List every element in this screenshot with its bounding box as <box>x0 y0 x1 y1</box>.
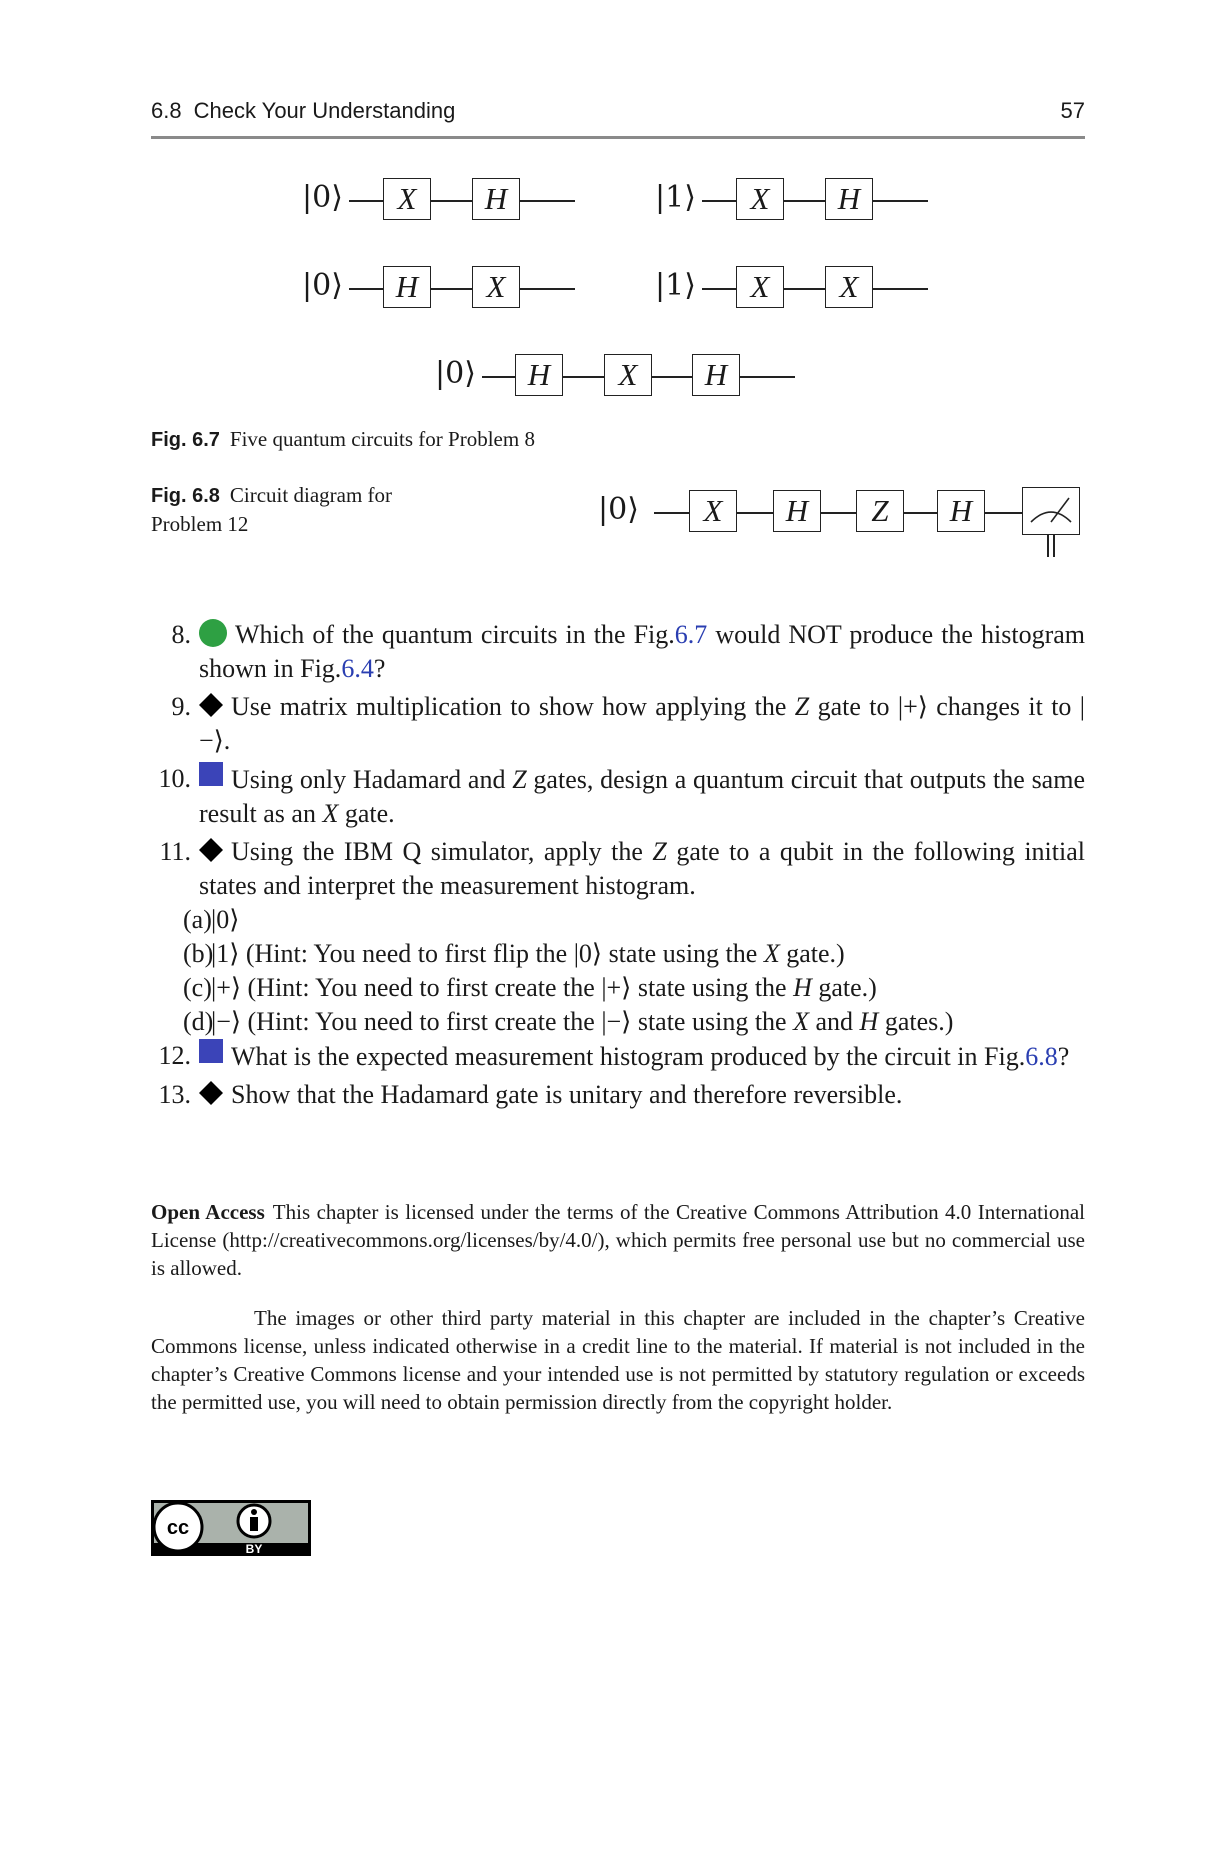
section-number: 6.8 <box>151 98 182 123</box>
math-symbol: Z <box>512 765 527 794</box>
section-title: Check Your Understanding <box>193 98 456 123</box>
gate: X <box>736 266 784 308</box>
gate: X <box>689 490 737 532</box>
problem-number: 11. <box>159 837 191 866</box>
gate: Z <box>856 490 904 532</box>
black-diamond-icon <box>199 693 223 717</box>
blue-square-icon <box>199 762 223 786</box>
subproblem-label: (c) <box>183 973 212 1002</box>
problem-text: gate to a qubit in the following initial states and interpret the measurement histogram. <box>199 837 1085 900</box>
problem-11-d <box>151 1005 1085 1039</box>
problem-text: What is the expected measurement histogram produced by the circuit in Fig. <box>231 1042 1026 1071</box>
problem-10 <box>151 762 1085 831</box>
problem-text: would NOT produce the histogram shown in Fig. <box>199 620 1085 683</box>
figure-label: Fig. 6.8 <box>151 485 220 507</box>
figure-caption <box>151 425 535 454</box>
green-circle-icon <box>199 619 227 647</box>
cc-by-license-badge[interactable] <box>151 1500 311 1556</box>
figure-link[interactable]: 6.8 <box>1025 1042 1058 1071</box>
subproblem-text: gates.) <box>878 1007 954 1036</box>
input-ket: |0⟩ <box>302 268 343 303</box>
problem-11-b <box>151 937 1085 971</box>
input-ket: |1⟩ <box>655 180 696 215</box>
open-access-notice <box>151 1198 1085 1438</box>
subproblem-text: gate.) <box>811 973 877 1002</box>
problem-text: gate to |+⟩ changes it to |−⟩. <box>199 692 1085 755</box>
problem-text: Use matrix multiplication to show how applying the <box>231 692 795 721</box>
gate: H <box>692 354 740 396</box>
problem-list <box>151 618 1085 1116</box>
problem-13 <box>151 1078 1085 1112</box>
subproblem-text: |−⟩ (Hint: You need to first create the |−⟩ state using the <box>211 1007 794 1036</box>
subproblem-text: and <box>808 1007 860 1036</box>
open-access-text: This chapter is licensed under the terms of the Creative Commons Attribution 4.0 International License (http://creativecommons.org/licenses/by/4.0/), which permits free personal use but no commercial use is allowed. <box>151 1200 1085 1280</box>
problem-12 <box>151 1039 1085 1074</box>
math-symbol: H <box>859 1007 879 1036</box>
gate: H <box>515 354 563 396</box>
cc-label: cc <box>166 1517 190 1539</box>
gate: X <box>383 178 431 220</box>
gate: H <box>472 178 520 220</box>
figure-link[interactable]: 6.7 <box>674 620 708 649</box>
gate: X <box>472 266 520 308</box>
math-symbol: H <box>793 973 812 1002</box>
input-ket: |1⟩ <box>655 268 696 303</box>
section-heading <box>151 98 455 124</box>
math-symbol: X <box>793 1007 809 1036</box>
problem-text: Using the IBM Q simulator, apply the <box>231 837 653 866</box>
problem-text: Show that the Hadamard gate is unitary and therefore reversible. <box>231 1080 903 1109</box>
open-access-paragraph-2: The images or other third party material in this chapter are included in the chapter’s Creative Commons license, unless indicated otherwise in a credit line to the material. If material is not included in the chapter’s Creative Commons license and your intended use is not permitted by statutory regulation or exceeds the permitted use, you will need to obtain permission directly from the copyright holder. <box>151 1306 1085 1414</box>
problem-number: 8. <box>171 620 191 649</box>
problem-text: gate. <box>338 799 395 828</box>
problem-text: ? <box>1057 1042 1070 1071</box>
input-ket: |0⟩ <box>302 180 343 215</box>
problem-text: gates, design a quantum circuit that outputs the same result as an <box>199 765 1085 828</box>
gate: H <box>383 266 431 308</box>
subproblem-text: |0⟩ <box>211 905 240 934</box>
subproblem-label: (a) <box>183 905 212 934</box>
header-rule <box>151 136 1085 139</box>
classical-wire <box>1053 535 1055 557</box>
subproblem-text: |+⟩ (Hint: You need to first create the |+⟩ state using the <box>211 973 794 1002</box>
gate: X <box>604 354 652 396</box>
subproblem-text: |1⟩ (Hint: You need to first flip the |0⟩ state using the <box>211 939 764 968</box>
problem-number: 9. <box>171 692 191 721</box>
subproblem-label: (d) <box>183 1007 214 1036</box>
problem-text: Using only Hadamard and <box>231 765 513 794</box>
by-label: BY <box>245 1542 263 1556</box>
math-symbol: X <box>322 799 339 828</box>
caption-text-2: Problem 12 <box>151 512 249 536</box>
problem-11-c <box>151 971 1085 1005</box>
problem-number: 13. <box>158 1080 191 1109</box>
figure-link[interactable]: 6.4 <box>341 654 374 683</box>
classical-wire <box>1047 535 1049 557</box>
measurement-meter-icon <box>1022 487 1080 535</box>
math-symbol: X <box>763 939 780 968</box>
problem-text: ? <box>373 654 386 683</box>
running-header <box>151 98 1085 138</box>
math-symbol: Z <box>794 692 810 721</box>
black-diamond-icon <box>199 838 223 862</box>
subproblem-label: (b) <box>183 939 214 968</box>
caption-text: Circuit diagram for <box>229 483 393 507</box>
gate: H <box>825 178 873 220</box>
math-symbol: Z <box>652 837 667 866</box>
input-ket: |0⟩ <box>598 492 639 527</box>
gate: H <box>937 490 985 532</box>
gate: X <box>825 266 873 308</box>
gate: H <box>773 490 821 532</box>
blue-square-icon <box>199 1039 223 1063</box>
black-diamond-icon <box>199 1081 223 1105</box>
figure-caption <box>151 481 471 538</box>
open-access-paragraph-1 <box>151 1198 1085 1282</box>
problem-8 <box>151 618 1085 686</box>
problem-11 <box>151 835 1085 903</box>
problem-number: 12. <box>158 1041 191 1070</box>
problem-number: 10. <box>158 764 191 793</box>
page-number: 57 <box>1060 98 1085 123</box>
input-ket: |0⟩ <box>435 356 476 391</box>
problem-text: Which of the quantum circuits in the Fig. <box>235 620 675 649</box>
gate: X <box>736 178 784 220</box>
subproblem-text: gate.) <box>779 939 845 968</box>
problem-9 <box>151 690 1085 758</box>
caption-text: Five quantum circuits for Problem 8 <box>229 427 535 451</box>
problem-11-a <box>151 903 1085 937</box>
open-access-heading: Open Access <box>151 1200 265 1224</box>
figure-label: Fig. 6.7 <box>151 429 220 451</box>
